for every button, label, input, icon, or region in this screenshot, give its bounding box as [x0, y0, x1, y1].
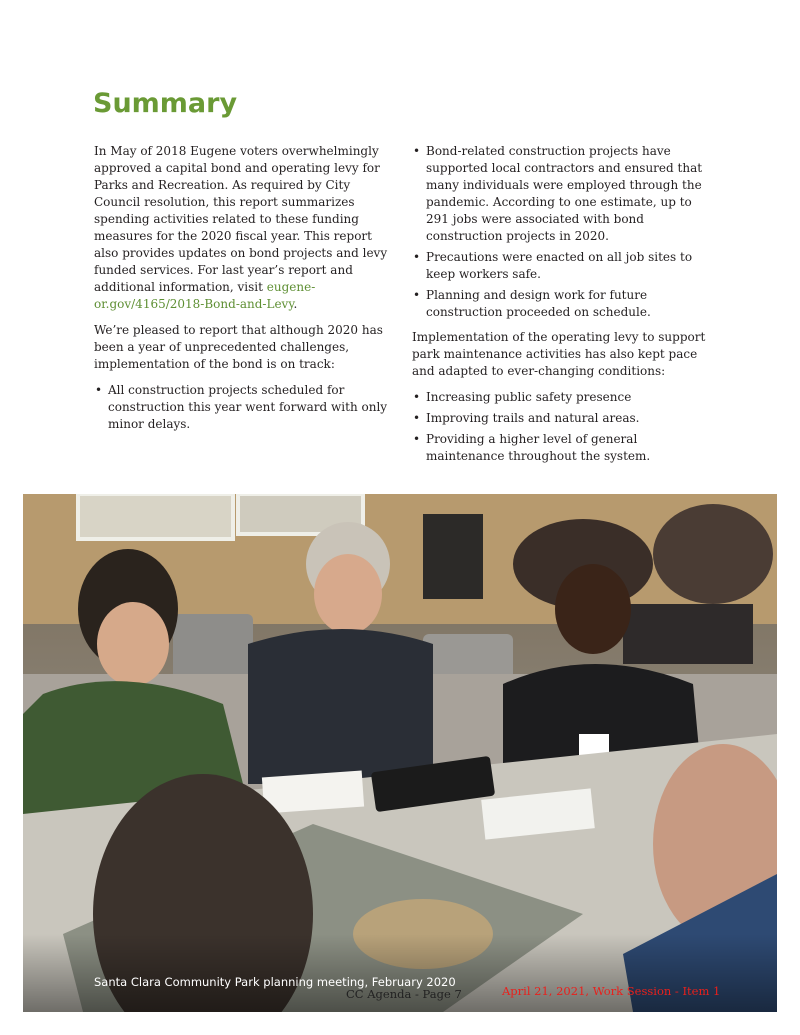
levy-bullet-list	[412, 389, 708, 465]
bond-status-paragraph: We’re pleased to report that although 2020 has been a year of unprecedented challenges, implementation of the bond is on track:	[94, 323, 383, 371]
list-item: • Planning and design work for future construction proceeded on schedule.	[412, 287, 708, 321]
intro-period: .	[293, 297, 298, 311]
list-item: • Precautions were enacted on all job sites to keep workers safe.	[412, 249, 708, 283]
bond-effects-bullet-list	[412, 143, 708, 321]
agenda-page-label: CC Agenda - Page 7	[346, 987, 462, 1001]
list-item: • Improving trails and natural areas.	[412, 410, 708, 427]
list-item: • All construction projects scheduled for construction this year went forward with only minor delays.	[94, 382, 390, 433]
page-title: Summary	[93, 88, 238, 119]
bond-levy-link[interactable]: eugene-or.gov/4165/2018-Bond-and-Levy	[94, 280, 316, 311]
photo-caption: Santa Clara Community Park planning meeting, February 2020	[94, 975, 456, 989]
meeting-photo	[23, 494, 777, 1012]
work-session-label: April 21, 2021, Work Session - Item 1	[502, 984, 721, 998]
intro-text: In May of 2018 Eugene voters overwhelmingly approved a capital bond and operating levy for Parks and Recreation. As required by City Council resolution, this report summarizes spending activities related to these funding measures for the 2020 fiscal year. This report also provides updates on bond projects and levy funded services. For last year’s report and additional information, visit	[94, 144, 388, 294]
bond-bullet-list	[94, 382, 390, 433]
meeting-scene-illustration	[23, 494, 777, 1012]
list-item: • Increasing public safety presence	[412, 389, 708, 406]
intro-paragraph	[94, 143, 390, 313]
left-column	[94, 143, 390, 441]
list-item: • Providing a higher level of general maintenance throughout the system.	[412, 431, 708, 465]
list-item: • Bond-related construction projects have supported local contractors and ensured that many individuals were employed through the pandemic. According to one estimate, up to 291 jobs were associated with bond construction projects in 2020.	[412, 143, 708, 245]
right-column	[412, 143, 708, 473]
levy-paragraph: Implementation of the operating levy to support park maintenance activities has also kept pace and adapted to ever-changing conditions:	[412, 330, 706, 378]
